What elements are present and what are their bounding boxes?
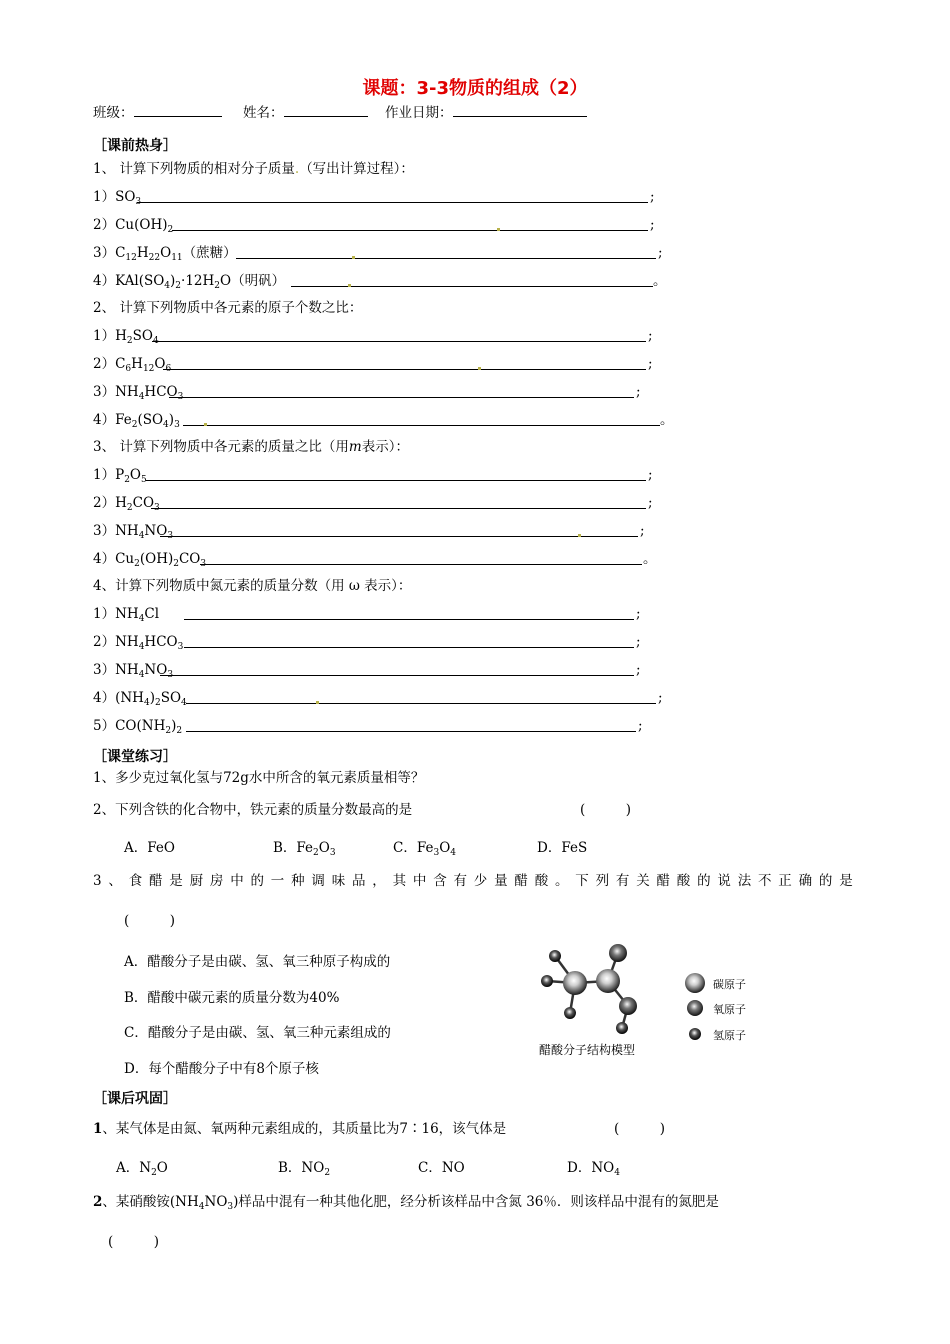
q3-item-2: $2)H_2CO_3$ xyxy=(93,495,160,513)
warmup-heading: ［课前热身］ xyxy=(93,138,177,154)
warmup-q4-stem: 4、计算下列物质中氮元素的质量分数（用 ω 表示）： xyxy=(93,578,412,594)
review-q1-option-d[interactable]: D．$NO_4$ xyxy=(567,1160,620,1178)
answer-line[interactable] xyxy=(151,508,646,509)
answer-line[interactable] xyxy=(186,703,656,704)
review-q2: 2、某硝酸铵$(NH_4NO_3)$样品中混有一种其他化肥，经分析该样品中含氮 36％．则该样品中混有的氮肥是 xyxy=(93,1194,719,1212)
answer-line[interactable] xyxy=(137,202,648,203)
model-caption: 醋酸分子结构模型 xyxy=(539,1043,636,1057)
answer-line[interactable] xyxy=(184,619,634,620)
answer-line[interactable] xyxy=(183,425,660,426)
practice-q3-answer[interactable]: ( ) xyxy=(124,913,176,929)
name-label: 姓名： xyxy=(243,105,284,121)
q2-option-a[interactable]: A．FeO xyxy=(124,840,175,856)
hydrogen-atom xyxy=(564,1007,576,1019)
warmup-q1-stem: 1、 计算下列物质的相对分子质量.（写出计算过程）： xyxy=(93,161,414,177)
carbon-atom xyxy=(596,969,620,993)
hydrogen-atom xyxy=(541,975,553,987)
answer-line[interactable] xyxy=(184,647,634,648)
q3-option-d[interactable]: D．每个醋酸分子中有8个原子核 xyxy=(124,1061,319,1077)
q2-option-c[interactable]: C．$Fe_3O_4$ xyxy=(393,840,456,858)
practice-q3: 3、食醋是厨房中的一种调味品，其中含有少量醋酸。下列有关醋酸的说法不正确的是 xyxy=(93,873,860,889)
practice-q1: 1、多少克过氧化氢与72g水中所含的氧元素质量相等？ xyxy=(93,770,425,786)
date-label: 作业日期： xyxy=(385,105,453,121)
answer-line[interactable] xyxy=(160,536,638,537)
carbon-atom xyxy=(563,971,587,995)
q4-item-5: $5)CO(NH_2)_2$ xyxy=(93,718,183,736)
q3-option-c[interactable]: C．醋酸分子是由碳、氢、氧三种元素组成的 xyxy=(124,1025,391,1041)
date-field xyxy=(385,104,587,122)
practice-q2-answer[interactable]: ( ) xyxy=(580,802,632,818)
q1-item-3: $3)C_{12}H_{22}O_{11}$（蔗糖） xyxy=(93,245,237,263)
name-blank[interactable] xyxy=(284,116,368,117)
q1-item-4: $4)KAl(SO_4)_2\cdot 12H_2O$（明矾） xyxy=(93,273,286,291)
q4-item-4: $4)(NH_4)_2SO_4$ xyxy=(93,690,187,708)
q2-item-3: $3)NH_4HCO_3$ xyxy=(93,384,184,402)
name-field xyxy=(243,104,368,122)
answer-line[interactable] xyxy=(291,286,653,287)
class-field xyxy=(93,104,222,122)
q2-item-2: $2)C_6H_{12}O_6$ xyxy=(93,356,172,374)
review-q2-answer[interactable]: ( ) xyxy=(108,1234,160,1250)
class-label: 班级： xyxy=(93,105,134,121)
answer-line[interactable] xyxy=(146,480,646,481)
q4-item-2: $2)NH_4HCO_3$ xyxy=(93,634,184,652)
legend-carbon-label: 碳原子 xyxy=(713,978,746,991)
answer-line[interactable] xyxy=(163,369,646,370)
q2-option-b[interactable]: B．$Fe_2O_3$ xyxy=(273,840,336,858)
q4-item-1: $1)NH_4Cl$ xyxy=(93,606,160,624)
q1-item-2: $2)Cu(OH)_2$ xyxy=(93,217,174,235)
oxygen-atom xyxy=(619,997,637,1015)
warmup-q2-stem: 2、 计算下列物质中各元素的原子个数之比： xyxy=(93,300,363,316)
q2-item-4: $4)Fe_2(SO_4)_3$ xyxy=(93,412,180,430)
class-blank[interactable] xyxy=(134,116,222,117)
answer-line[interactable] xyxy=(160,675,634,676)
answer-line[interactable] xyxy=(152,341,646,342)
review-q1-answer[interactable]: ( ) xyxy=(614,1121,666,1137)
q3-option-b[interactable]: B．醋酸中碳元素的质量分数为40% xyxy=(124,990,340,1006)
q3-item-4: $4)Cu_2(OH)_2CO_3$ xyxy=(93,551,207,569)
date-blank[interactable] xyxy=(453,116,587,117)
q3-item-3: $3)NH_4NO_3$ xyxy=(93,523,174,541)
q2-item-1: $1)H_2SO_4$ xyxy=(93,328,159,346)
q3-option-a[interactable]: A．醋酸分子是由碳、氢、氧三种原子构成的 xyxy=(124,954,391,970)
answer-line[interactable] xyxy=(172,230,648,231)
review-q1-option-a[interactable]: A．$N_2O$ xyxy=(116,1160,168,1178)
hydrogen-atom xyxy=(616,1022,628,1034)
legend-carbon-icon xyxy=(685,973,705,993)
review-q1-option-b[interactable]: B．$NO_2$ xyxy=(278,1160,331,1178)
legend-hydrogen-label: 氢原子 xyxy=(713,1029,746,1042)
legend-oxygen-icon xyxy=(687,1000,703,1016)
hydrogen-atom xyxy=(549,950,561,962)
practice-q2: 2、下列含铁的化合物中，铁元素的质量分数最高的是 xyxy=(93,802,413,818)
q2-option-d[interactable]: D．FeS xyxy=(537,840,588,856)
page-title: 课题：3-3物质的组成（2） xyxy=(362,78,588,99)
review-q1-option-c[interactable]: C．NO xyxy=(418,1160,465,1176)
practice-heading: ［课堂练习］ xyxy=(93,749,177,765)
warmup-q3-stem: 3、 计算下列物质中各元素的质量之比（用m表示）： xyxy=(93,439,409,455)
oxygen-atom xyxy=(609,944,627,962)
answer-line[interactable] xyxy=(236,258,656,259)
review-q1: 1、某气体是由氮、氧两种元素组成的，其质量比为7∶16，该气体是 xyxy=(93,1121,507,1137)
legend-hydrogen-icon xyxy=(689,1028,701,1040)
legend-oxygen-label: 氧原子 xyxy=(713,1003,746,1016)
answer-line[interactable] xyxy=(186,731,636,732)
answer-line[interactable] xyxy=(200,564,642,565)
q4-item-3: $3)NH_4NO_3$ xyxy=(93,662,174,680)
answer-line[interactable] xyxy=(169,397,634,398)
review-heading: ［课后巩固］ xyxy=(93,1091,177,1107)
q3-item-1: $1)P_2O_5$ xyxy=(93,467,147,485)
q1-item-1: $1)SO_3$ xyxy=(93,189,142,207)
